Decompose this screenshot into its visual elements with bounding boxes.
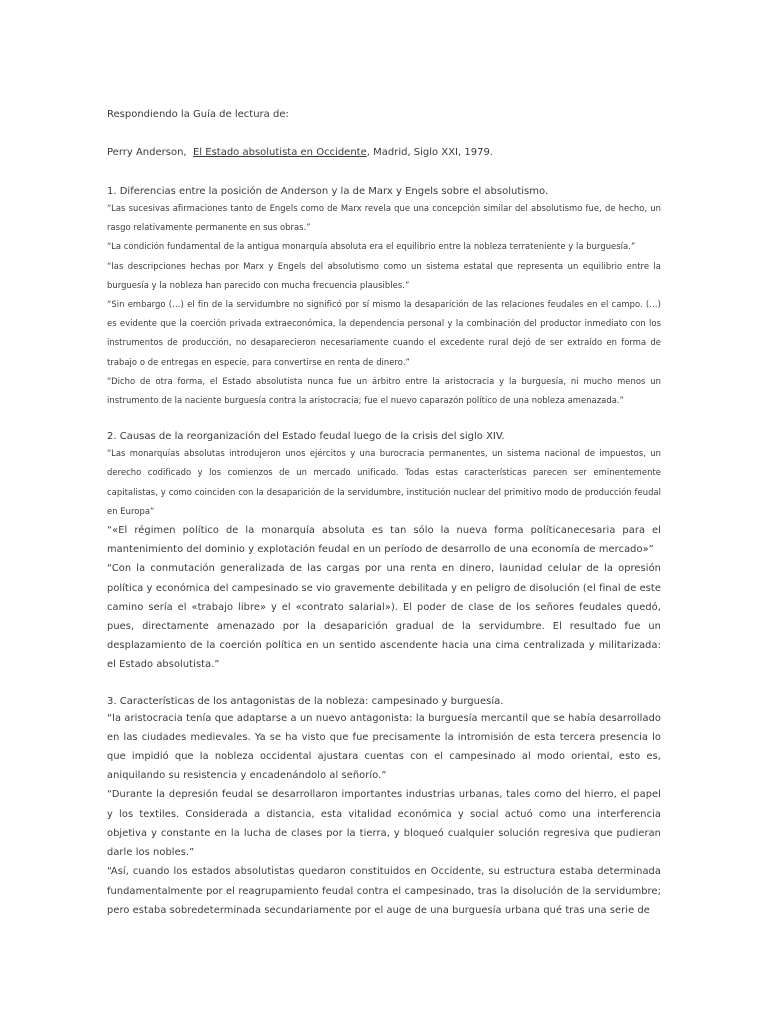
section-title: 2. Causas de la reorganización del Estado feudal luego de la crisis del siglo XIV. [107, 431, 505, 443]
quote-paragraph: “Dicho de otra forma, el Estado absolutista nunca fue un árbitro entre la aristocracia y la burguesía, ni mucho menos un instrumento de la naciente burguesía contra la aristocracia; fue el nuevo caparazón político de una nobleza amenazada.” [107, 375, 661, 406]
document-page [107, 108, 661, 920]
section-title: 1. Diferencias entre la posición de Anderson y la de Marx y Engels sobre el absolutismo. [107, 186, 549, 197]
book-title-link[interactable]: El Estado absolutista en Occidente [192, 147, 367, 158]
section-3 [107, 695, 661, 920]
quote-paragraph: “Durante la depresión feudal se desarrollaron importantes industrias urbanas, tales como del hierro, el papel y los textiles. Considerada a distancia, esta vitalidad económica y social actuó como una interferencia objetiva y constante en la lucha de clases por la tierra, y bloqueó cualquier solución regresiva que pudieran darle los nobles.” [107, 789, 661, 859]
section-title: 3. Características de los antagonistas de la nobleza: campesinado y burguesía. [107, 695, 504, 707]
publisher-info: , Madrid, Siglo XXI, 1979. [366, 147, 493, 158]
quote-paragraph: “«El régimen político de la monarquía absoluta es tan sólo la nueva forma políticanecesaria para el mantenimiento del dominio y explotación feudal en un período de desarrollo de una economía de mercado»” [107, 525, 661, 556]
bibliographic-reference [107, 146, 661, 160]
section-1 [107, 185, 661, 410]
quote-paragraph: “las descripciones hechas por Marx y Engels del absolutismo como un sistema estatal que representa un equilibrio entre la burguesía y la nobleza han parecido con mucha frecuencia plausibles.” [107, 260, 661, 290]
quote-paragraph: “Así, cuando los estados absolutistas quedaron constituidos en Occidente, su estructura estaba determinada fundamentalmente por el reagrupamiento feudal contra el campesinado, tras la disolución de la servidumbre; pero estaba sobredeterminada secundariamente por el auge de una burguesía urbana qué tras una serie de [107, 866, 661, 916]
quote-paragraph: “Las sucesivas afirmaciones tanto de Engels como de Marx revela que una concepción similar del absolutismo fue, de hecho, un rasgo relativamente permanente en sus obras.” [107, 203, 661, 233]
author-name: Perry Anderson, [107, 147, 187, 158]
quote-paragraph: “La condición fundamental de la antigua monarquía absoluta era el equilibrio entre la nobleza terrateniente y la burguesía.” [107, 241, 636, 252]
quote-paragraph: “la aristocracia tenía que adaptarse a un nuevo antagonista: la burguesía mercantil que se había desarrollado en las ciudades medievales. Ya se ha visto que fue precisamente la intromisión de esta tercera presencia lo que impidió que la nobleza occidental ajustara cuentas con el campesinado al modo oriental, esto es, aniquilando su resistencia y encadenándolo al señorío.” [107, 712, 661, 782]
section-2 [107, 430, 661, 674]
document-heading: Respondiendo la Guía de lectura de: [107, 109, 289, 120]
quote-paragraph: “Las monarquías absolutas introdujeron unos ejércitos y una burocracia permanentes, un sistema nacional de impuestos, un derecho codificado y los comienzos de un mercado unificado. Todas estas características parecen ser eminentemente capitalistas, y como coinciden con la desaparición de la servidumbre, institución nuclear del primitivo modo de producción feudal en Europa” [107, 448, 661, 516]
quote-paragraph: “Sin embargo (…) el fin de la servidumbre no significó por sí mismo la desaparición de las relaciones feudales en el campo. (…) es evidente que la coerción privada extraeconómica, la dependencia personal y la combinación del productor inmediato con los instrumentos de producción, no desaparecieron necesariamente cuando el excedente rural dejó de ser extraído en forma de trabajo o de entregas en especie, para convertirse en renta de dinero.” [107, 299, 661, 367]
quote-paragraph: “Con la conmutación generalizada de las cargas por una renta en dinero, launidad celular de la opresión política y económica del campesinado se vio gravemente debilitada y en peligro de disolución (el final de este camino sería el «trabajo libre» y el «contrato salarial»). El poder de clase de los señores feudales quedó, pues, directamente amenazado por la desaparición gradual de la servidumbre. El resultado fue un desplazamiento de la coerción política en un sentido ascendente hacia una cima centralizada y militarizada: el Estado absolutista.” [107, 563, 661, 671]
